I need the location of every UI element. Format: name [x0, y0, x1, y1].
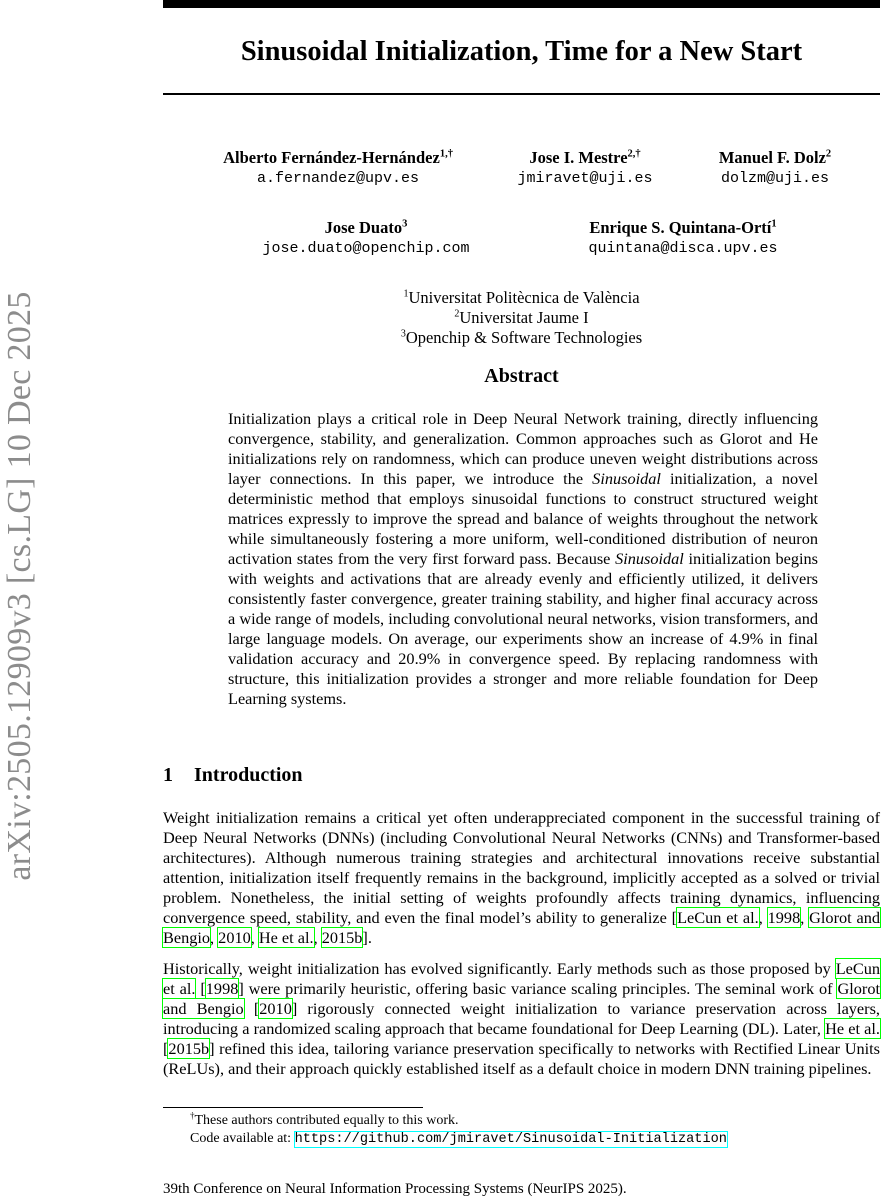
footnote-equal-contribution: †These authors contributed equally to this work.	[190, 1110, 459, 1128]
section-title: Introduction	[194, 764, 303, 786]
section-heading-introduction	[163, 764, 303, 787]
arxiv-identifier: arXiv:2505.12909v3 [cs.LG] 10 Dec 2025	[1, 291, 38, 881]
citation-link[interactable]: 2015b	[168, 1039, 210, 1058]
citation-link[interactable]: 1998	[205, 979, 239, 998]
intro-paragraph: Historically, weight initialization has evolved significantly. Early methods such as those proposed by LeCun et al. [1998] were primarily heuristic, offering basic variance scaling principles. The seminal work of Glorot and Bengio [2010] rigorously connected weight initialization to variance preservation across layers, introducing a randomized scaling approach that became foundational for Deep Learning (DL). Later, He et al. [2015b] refined this idea, tailoring variance preservation specifically to networks with Rectified Linear Units (ReLUs), and their approach quickly established itself as a default choice in modern DNN training pipelines.	[163, 959, 880, 1078]
affiliations	[163, 288, 880, 348]
code-url-link[interactable]: https://github.com/jmiravet/Sinusoidal-Initialization	[294, 1132, 727, 1147]
affiliation: $^1$Universitat Politècnica de València	[403, 288, 640, 307]
author-block	[250, 217, 482, 259]
author-name: Jose I. Mestre$^{2,\dagger}$	[529, 148, 641, 167]
citation-link[interactable]: 1998	[767, 908, 801, 927]
citation-link[interactable]: He et al.	[258, 928, 314, 947]
conference-note: 39th Conference on Neural Information Processing Systems (NeurIPS 2025).	[163, 1181, 627, 1197]
abstract-text: Initialization plays a critical role in Deep Neural Network training, directly influencing convergence, stability, and generalization. Common approaches such as Glorot and He initializations rely on randomness, which can produce uneven weight distributions across layer connections. In this paper, we introduce the Sinusoidal initialization, a novel deterministic method that employs sinusoidal functions to construct structured weight matrices expressly to improve the spread and balance of weights throughout the network while simultaneously fostering a more uniform, well-conditioned distribution of neuron activation states from the very first forward pass. Because Sinusoidal initialization begins with weights and activations that are already evenly and efficiently utilized, it delivers consistently faster convergence, greater training stability, and higher final accuracy across a wide range of models, including convolutional neural networks, vision transformers, and large language models. On average, our experiments show an increase of 4.9% in final validation accuracy and 20.9% in convergence speed. By replacing randomness with structure, this initialization provides a stronger and more reliable foundation for Deep Learning systems.	[228, 409, 819, 708]
author-name: Manuel F. Dolz$^2$	[718, 148, 832, 167]
author-email[interactable]: jmiravet@uji.es	[517, 170, 653, 187]
citation-link[interactable]: Glorot and Bengio	[163, 908, 881, 947]
paper-title: Sinusoidal Initialization, Time for a New Start	[240, 36, 803, 67]
citation-link[interactable]: 2010	[259, 999, 292, 1018]
author-email[interactable]: quintana@disca.upv.es	[588, 240, 778, 257]
affiliation: $^3$Openchip & Software Technologies	[400, 328, 643, 347]
footnote-rule	[163, 1107, 423, 1108]
citation-link[interactable]: Glorot and Bengio	[163, 979, 880, 1018]
author-name: Alberto Fernández-Hernández$^{1,\dagger}$	[223, 148, 453, 167]
citation-link[interactable]: 2010	[218, 928, 251, 947]
author-name: Jose Duato$^3$	[324, 218, 408, 237]
intro-paragraph: Weight initialization remains a critical yet often underappreciated component in the successful training of Deep Neural Networks (DNNs) (including Convolutional Neural Networks (CNNs) and Transformer-based architectures). Although numerous training strategies and architectural innovations receive substantial attention, initialization itself frequently remains in the background, implicitly accepted as a solved or trivial problem. Nonetheless, the initial setting of weights profoundly affects training dynamics, influencing convergence speed, stability, and even the final model’s ability to generalize [LeCun et al., 1998, Glorot and Bengio, 2010, He et al., 2015b].	[163, 808, 881, 947]
footnote-code: Code available at: https://github.com/jmiravet/Sinusoidal-Initialization	[190, 1131, 727, 1147]
author-block	[700, 147, 850, 189]
citation-link[interactable]: LeCun et al.	[163, 959, 880, 998]
section-number: 1	[163, 764, 173, 786]
footnote	[190, 1112, 727, 1149]
title-bottom-rule	[163, 93, 880, 95]
title-top-rule	[163, 0, 880, 8]
affiliation: $^2$Universitat Jaume I	[454, 308, 589, 327]
author-block	[570, 217, 796, 259]
author-email[interactable]: dolzm@uji.es	[720, 170, 830, 187]
author-block	[500, 147, 670, 189]
citation-link[interactable]: 2015b	[321, 928, 363, 947]
author-email[interactable]: jose.duato@openchip.com	[262, 240, 470, 257]
citation-link[interactable]: LeCun et al.	[677, 908, 759, 927]
author-email[interactable]: a.fernandez@upv.es	[256, 170, 420, 187]
abstract-heading: Abstract	[484, 365, 559, 387]
author-name: Enrique S. Quintana-Ortí$^1$	[589, 218, 777, 237]
author-block	[205, 147, 471, 189]
citation-link[interactable]: He et al.	[825, 1019, 880, 1038]
